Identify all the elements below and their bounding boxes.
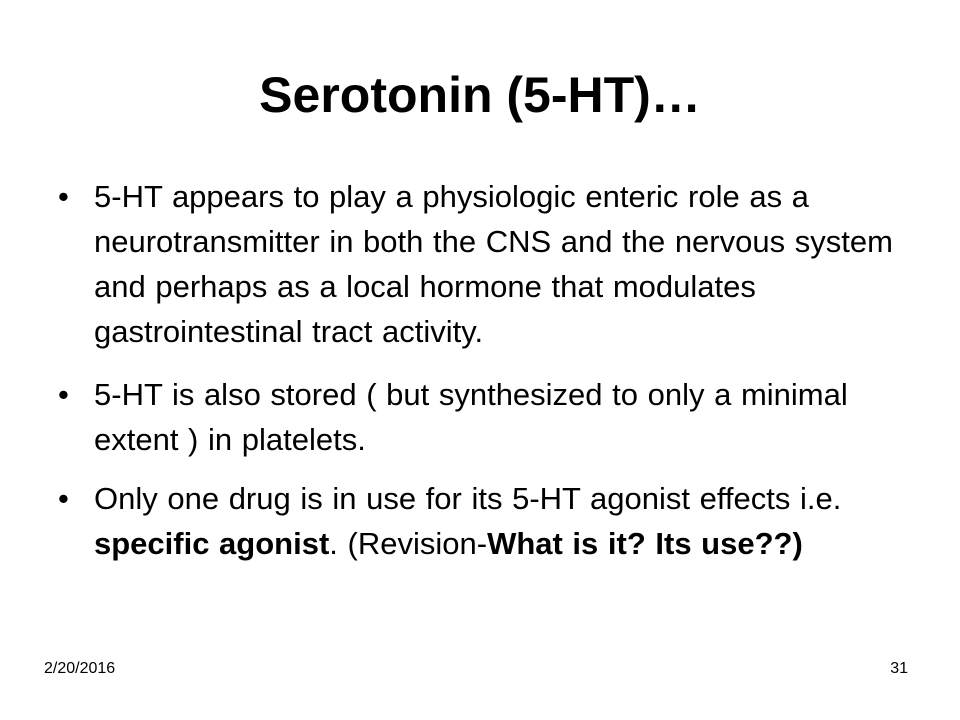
bullet-item — [58, 174, 908, 354]
bullet-text: 5-HT appears to play a physiologic enteric role as a neurotransmitter in both the CNS and the nervous system and perhaps as a local hormone that modulates gastrointestinal tract activity. — [94, 179, 893, 349]
page-number: 31 — [890, 660, 908, 677]
bullet-emphasis: specific agonist — [94, 526, 330, 561]
slide-title: Serotonin (5-HT)… — [259, 67, 701, 123]
bullet-text: 5-HT is also stored ( but synthesized to only a minimal extent ) in platelets. — [94, 377, 848, 457]
bullet-item — [58, 372, 908, 462]
bullet-text-part: Only one drug is in use for its 5-HT agonist effects i.e. — [94, 481, 842, 516]
bullet-icon: • — [58, 481, 69, 516]
footer-date: 2/20/2016 — [44, 660, 116, 677]
bullet-icon: • — [58, 377, 69, 412]
bullet-icon: • — [58, 179, 69, 214]
bullet-list — [58, 174, 908, 584]
bullet-text-part: . (Revision- — [329, 526, 488, 561]
bullet-item — [58, 476, 908, 566]
bullet-emphasis: What is it? Its use??) — [487, 526, 803, 561]
